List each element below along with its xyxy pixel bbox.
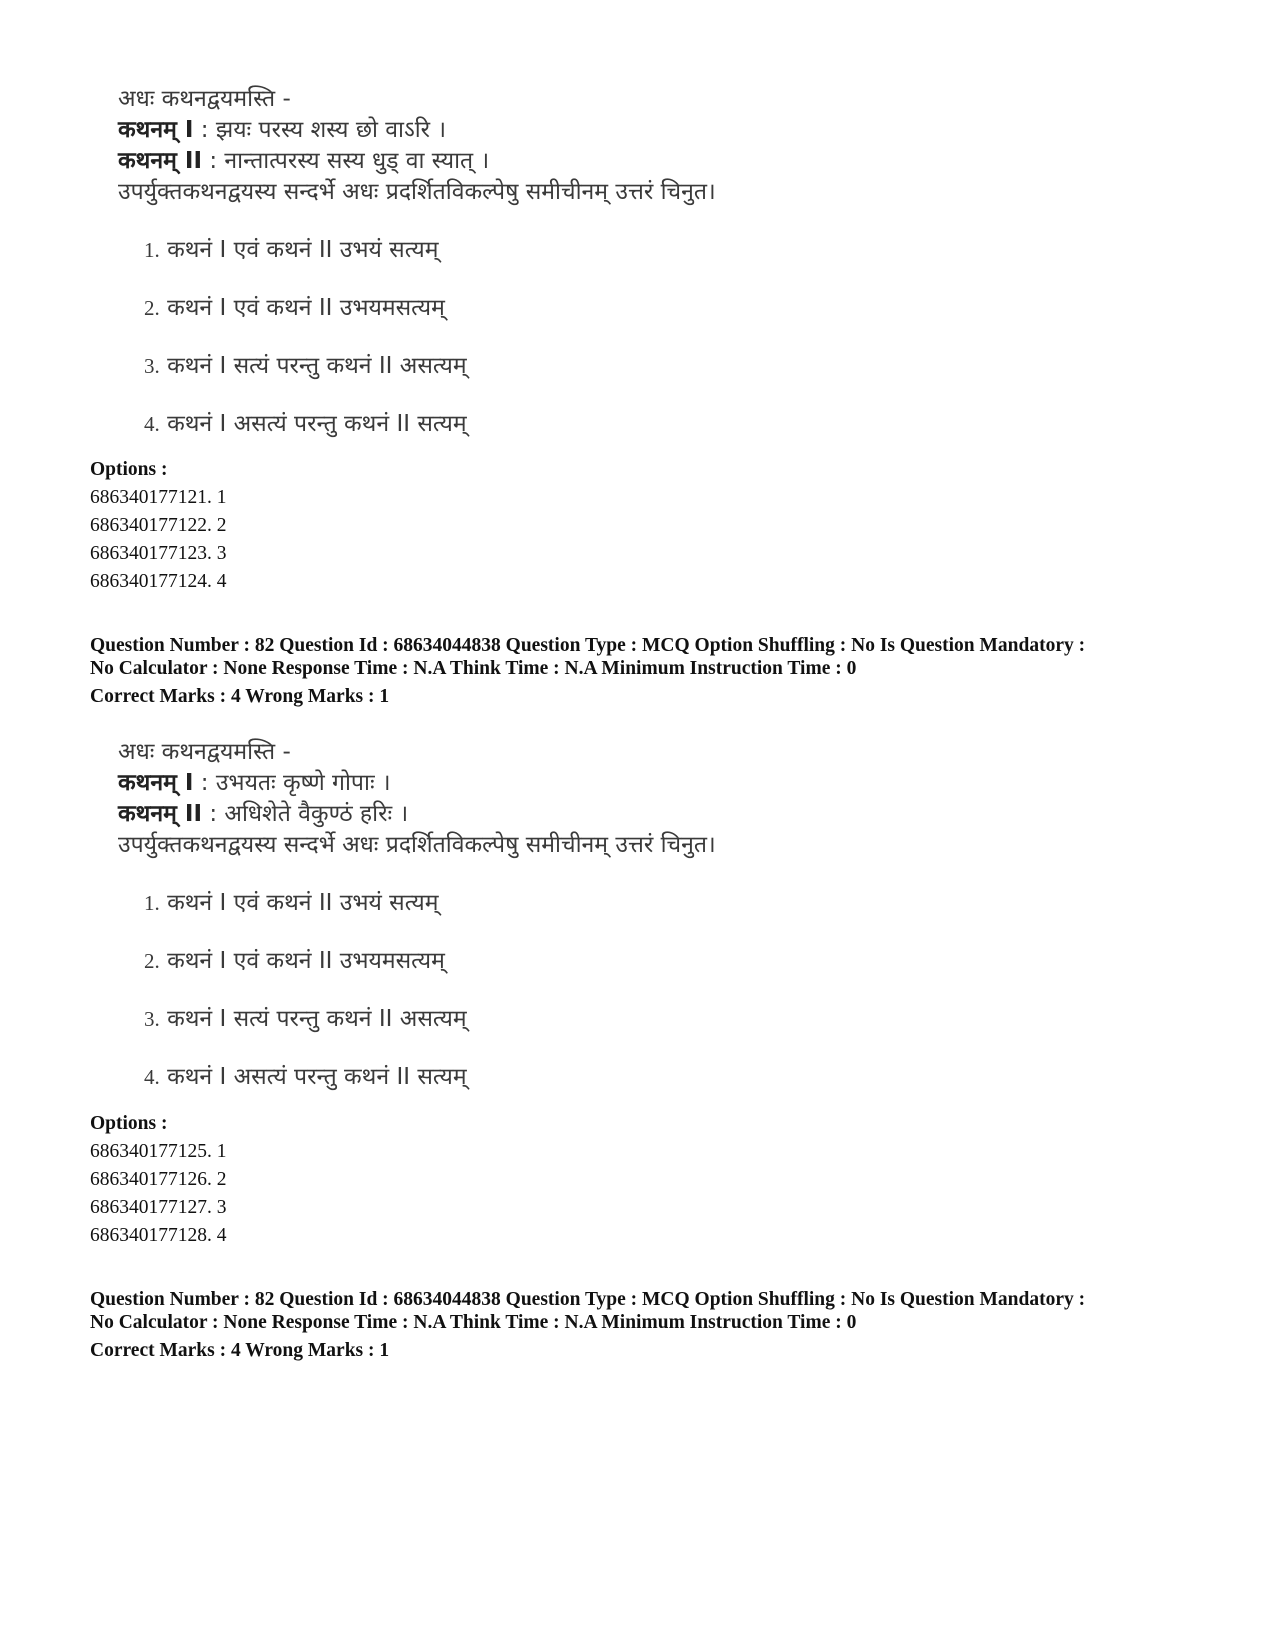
- statement-2-text: : अधिशेते वैकुण्ठं हरिः ।: [202, 801, 409, 827]
- choice-text: कथनं I एवं कथनं II उभयं सत्यम्: [167, 890, 439, 916]
- statement-1-text: : झयः परस्य शस्य छो वाऽरि ।: [193, 117, 447, 143]
- statement-1-text: : उभयतः कृष्णे गोपाः ।: [193, 770, 391, 796]
- option-item: 686340177123. 3: [90, 543, 227, 564]
- question-instruction: उपर्युक्तकथनद्वयस्य सन्दर्भे अधः प्रदर्शितविकल्पेषु समीचीनम् उत्तरं चिनुत।: [118, 179, 716, 205]
- question-b-content: [118, 737, 716, 1119]
- choice-item: [144, 234, 716, 292]
- option-item: 686340177121. 1: [90, 487, 227, 508]
- option-item: 686340177124. 4: [90, 571, 227, 592]
- choice-item: [144, 350, 716, 408]
- question-a-content: [118, 84, 716, 466]
- choice-item: [144, 1003, 716, 1061]
- choice-text: कथनं I सत्यं परन्तु कथनं II असत्यम्: [167, 1006, 467, 1032]
- choice-list: [144, 887, 716, 1119]
- options-block-a: [90, 456, 227, 596]
- choice-text: कथनं I एवं कथनं II उभयमसत्यम्: [167, 948, 445, 974]
- meta-line-2: No Calculator : None Response Time : N.A Think Time : N.A Minimum Instruction Time : 0: [90, 1312, 857, 1333]
- statement-2-text: : नान्तात्परस्य सस्य धुड् वा स्यात् ।: [202, 148, 490, 174]
- options-block-b: [90, 1110, 227, 1250]
- choice-item: [144, 1061, 716, 1119]
- choice-text: कथनं I सत्यं परन्तु कथनं II असत्यम्: [167, 353, 467, 379]
- choice-number: 2.: [144, 296, 160, 320]
- choice-text: कथनं I असत्यं परन्तु कथनं II सत्यम्: [167, 1064, 467, 1090]
- statement-2-prefix: कथनम् II: [118, 148, 203, 174]
- choice-number: 3.: [144, 354, 160, 378]
- statement-1-prefix: कथनम् I: [118, 770, 194, 796]
- marks-line: Correct Marks : 4 Wrong Marks : 1: [90, 686, 390, 707]
- options-label: Options :: [90, 1113, 168, 1134]
- question-intro: अधः कथनद्वयमस्ति -: [118, 739, 291, 765]
- options-label: Options :: [90, 459, 168, 480]
- question-meta-2: [90, 1288, 1200, 1362]
- choice-text: कथनं I एवं कथनं II उभयमसत्यम्: [167, 295, 445, 321]
- choice-number: 4.: [144, 412, 160, 436]
- statement-1: [118, 115, 716, 146]
- meta-line-1: Question Number : 82 Question Id : 68634044838 Question Type : MCQ Option Shuffling : No Is Question Mandatory :: [90, 635, 1086, 656]
- meta-line-2: No Calculator : None Response Time : N.A Think Time : N.A Minimum Instruction Time : 0: [90, 658, 857, 679]
- statement-2: [118, 146, 716, 177]
- statement-2-prefix: कथनम् II: [118, 801, 203, 827]
- meta-line-1: Question Number : 82 Question Id : 68634044838 Question Type : MCQ Option Shuffling : No Is Question Mandatory :: [90, 1289, 1086, 1310]
- choice-list: [144, 234, 716, 466]
- question-instruction: उपर्युक्तकथनद्वयस्य सन्दर्भे अधः प्रदर्शितविकल्पेषु समीचीनम् उत्तरं चिनुत।: [118, 832, 716, 858]
- choice-text: कथनं I असत्यं परन्तु कथनं II सत्यम्: [167, 411, 467, 437]
- statement-1-prefix: कथनम् I: [118, 117, 194, 143]
- choice-text: कथनं I एवं कथनं II उभयं सत्यम्: [167, 237, 439, 263]
- choice-item: [144, 945, 716, 1003]
- statement-1: [118, 768, 716, 799]
- choice-item: [144, 292, 716, 350]
- statement-2: [118, 799, 716, 830]
- question-intro: अधः कथनद्वयमस्ति -: [118, 86, 291, 112]
- choice-number: 1.: [144, 238, 160, 262]
- option-item: 686340177125. 1: [90, 1141, 227, 1162]
- option-item: 686340177122. 2: [90, 515, 227, 536]
- choice-number: 3.: [144, 1007, 160, 1031]
- option-item: 686340177128. 4: [90, 1225, 227, 1246]
- choice-number: 4.: [144, 1065, 160, 1089]
- choice-number: 2.: [144, 949, 160, 973]
- choice-number: 1.: [144, 891, 160, 915]
- question-meta-1: [90, 634, 1200, 708]
- option-item: 686340177126. 2: [90, 1169, 227, 1190]
- choice-item: [144, 408, 716, 466]
- option-item: 686340177127. 3: [90, 1197, 227, 1218]
- marks-line: Correct Marks : 4 Wrong Marks : 1: [90, 1340, 390, 1361]
- choice-item: [144, 887, 716, 945]
